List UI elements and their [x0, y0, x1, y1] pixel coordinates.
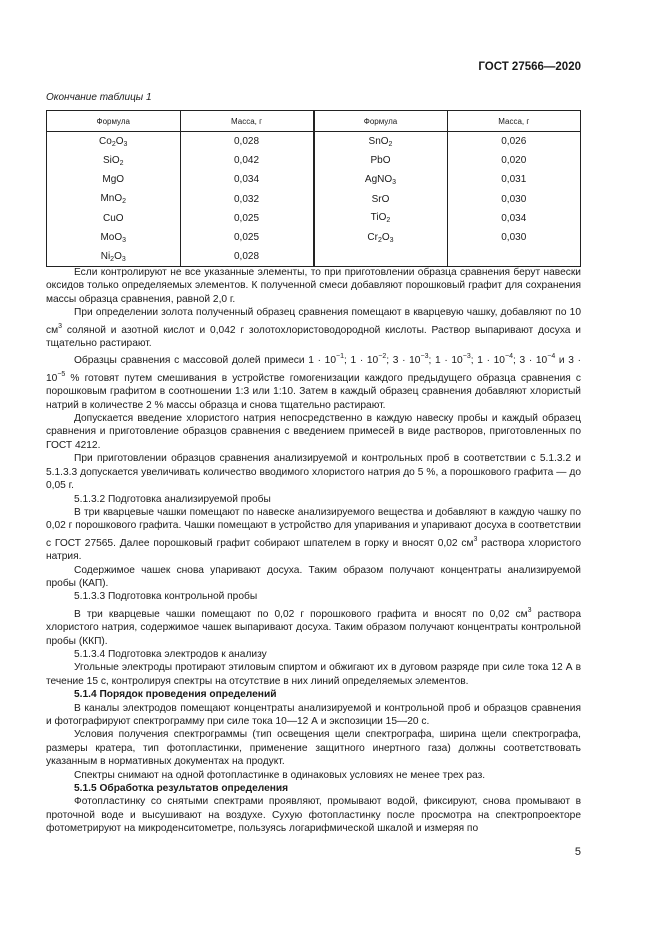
col-header-formula-1: Формула — [47, 111, 181, 132]
subsection-heading: 5.1.3.4 Подготовка электродов к анализу — [74, 648, 267, 660]
formula-cell: SiO$_2$ — [47, 151, 181, 170]
section-heading: 5.1.5 Обработка результатов определения — [74, 783, 289, 795]
formula-cell: CuO — [47, 209, 181, 228]
subsection-heading: 5.1.3.3 Подготовка контрольной пробы — [74, 591, 258, 603]
paragraph: В три кварцевые чашки помещают по 0,02 г порошкового графита и вносят по 0,02 $см^3$ раствора хлористого натрия, содержимое чашек выпаривают досуха. Таким образом получают концентраты контрольной пробы (ККП). — [46, 606, 582, 647]
paragraph: Фотопластинку со снятыми спектрами проявляют, промывают водой, фиксируют, снова промывают в проточной воде и высушивают на воздухе. Сухую фотопластинку после просмотра на спектропроекторе фотометрируют на микроденситометре, пользуясь логарифмической шкалой и измеряя по — [46, 796, 581, 835]
mass-cell: 0,030 — [447, 190, 581, 209]
col-header-mass-2: Масса, г — [447, 111, 581, 132]
table-row — [47, 209, 581, 228]
formula-cell: MnO$_2$ — [47, 190, 181, 209]
paragraph: Если контролируют не все указанные элементы, то при приготовлении образца сравнения берут навески оксидов только определяемых элементов. К полученной смеси добавляют порошковый графит для сохранения массы образца сравнения, равной 2,0 г. — [46, 267, 581, 305]
body-text — [46, 266, 581, 836]
paragraph: Образцы сравнения с массовой долей примеси $1 \cdot 10^{-1}$; $1 \cdot 10^{-2}$; $3 \cdot 10^{-3}$; $1 \cdot 10^{-3}$; $1 \cdot 10^{-4}$; $3 \cdot 10^{-4}$ и $3 \cdot 10^{-5}$ % готовят путем смешивания в устройстве гомогенизации каждого предыдущего образца сравнения с порошковым графитом в соотношении 1:3 или 1:10. Затем в каждый образец сравнения добавляют хлористый натрий в количестве 2 % массы образца и снова тщательно растирают. — [46, 353, 582, 411]
mass-cell: 0,030 — [447, 228, 581, 267]
page-number: 5 — [574, 846, 581, 858]
mass-cell: 0,020 — [447, 151, 581, 170]
mass-cell: 0,028 — [180, 247, 314, 267]
mass-cell: 0,028 — [180, 132, 314, 152]
paragraph: В каналы электродов помещают концентраты анализируемой и контрольной проб и образцов сравнения и фотографируют спектрограмму при силе тока 10—12 А и экспозиции 15—20 с. — [46, 702, 581, 727]
mass-cell: 0,042 — [180, 151, 314, 170]
paragraph: В три кварцевые чашки помещают по навеске анализируемого вещества и добавляют в каждую чашку по 0,02 г порошкового графита. Чашки помещают в устройство для упаривания и упаривают досуха в соответствии с ГОСТ 27565. Далее порошковый графит собирают шпателем в горку и вносят 0,02 $см^3$ раствора хлористого натрия. — [46, 506, 581, 563]
col-header-mass-1: Масса, г — [180, 111, 314, 132]
paragraph: При приготовлении образцов сравнения анализируемой и контрольных проб в соответствии с 5.1.3.2 и 5.1.3.3 допускается увеличивать количество вводимого хлористого натрия до 5 %, а порошкового графита — до 0,05 г. — [46, 453, 581, 492]
formula-cell: TiO$_2$ — [314, 209, 448, 228]
formula-cell: $Ni_2O_3$ — [47, 247, 181, 267]
formula-cell: $Cr_2O_3$ — [314, 228, 448, 267]
table-row — [47, 228, 581, 247]
formula-cell: MgO — [47, 170, 181, 189]
formula-cell: AgNO$_3$ — [314, 170, 448, 189]
mass-cell: 0,034 — [180, 170, 314, 189]
mass-cell: 0,031 — [447, 170, 581, 189]
formula-cell: MoO$_3$ — [47, 228, 181, 247]
table-caption: Окончание таблицы 1 — [46, 92, 152, 103]
table-row — [47, 132, 581, 152]
paragraph: Допускается введение хлористого натрия непосредственно в каждую навеску пробы и каждый образец сравнения и приготовление образцов сравнения с введением примесей в виде растворов, приготовленных по ГОСТ 4212. — [46, 413, 581, 451]
document-id: ГОСТ 27566—2020 — [478, 61, 581, 73]
table-row — [47, 190, 581, 209]
formula-cell: SnO$_2$ — [314, 132, 448, 152]
paragraph: При определении золота полученный образец сравнения помещают в кварцевую чашку, добавляют по 10 $см^3$ соляной и азотной кислот и 0,042 г золотохлористоводородной кислоты. Раствор выпаривают досуха и тщательно растирают. — [46, 307, 581, 350]
formula-cell: $Co_2O_3$ — [47, 132, 181, 152]
oxide-mass-table — [46, 110, 581, 267]
formula-cell: SrO — [314, 190, 448, 209]
table-row — [47, 151, 581, 170]
paragraph: Условия получения спектрограммы (тип освещения щели спектрографа, ширина щели спектрографа, размеры кратера, тип фотопластинки, применение защитного инертного газа) должны соответствовать указанным в нормативных документах на продукт. — [46, 729, 581, 768]
mass-cell: 0,032 — [180, 190, 314, 209]
subsection-heading: 5.1.3.2 Подготовка анализируемой пробы — [74, 493, 271, 505]
col-header-formula-2: Формула — [314, 111, 448, 132]
mass-cell: 0,025 — [180, 209, 314, 228]
table-header-row — [47, 111, 581, 132]
paragraph: Содержимое чашек снова упаривают досуха. Таким образом получают концентраты анализируемой пробы (КАП). — [46, 564, 581, 589]
formula-cell: PbO — [314, 151, 448, 170]
table-row — [47, 170, 581, 189]
mass-cell: 0,026 — [447, 132, 581, 152]
mass-cell: 0,025 — [180, 228, 314, 247]
mass-cell: 0,034 — [447, 209, 581, 228]
paragraph: Спектры снимают на одной фотопластинке в одинаковых условиях не менее трех раз. — [74, 769, 486, 781]
paragraph: Угольные электроды протирают этиловым спиртом и обжигают их в дуговом разряде при силе тока 12 А в течение 15 с, контролируя спектры на отсутствие в них линий определяемых элементов. — [46, 662, 581, 687]
section-heading: 5.1.4 Порядок проведения определений — [74, 689, 277, 701]
